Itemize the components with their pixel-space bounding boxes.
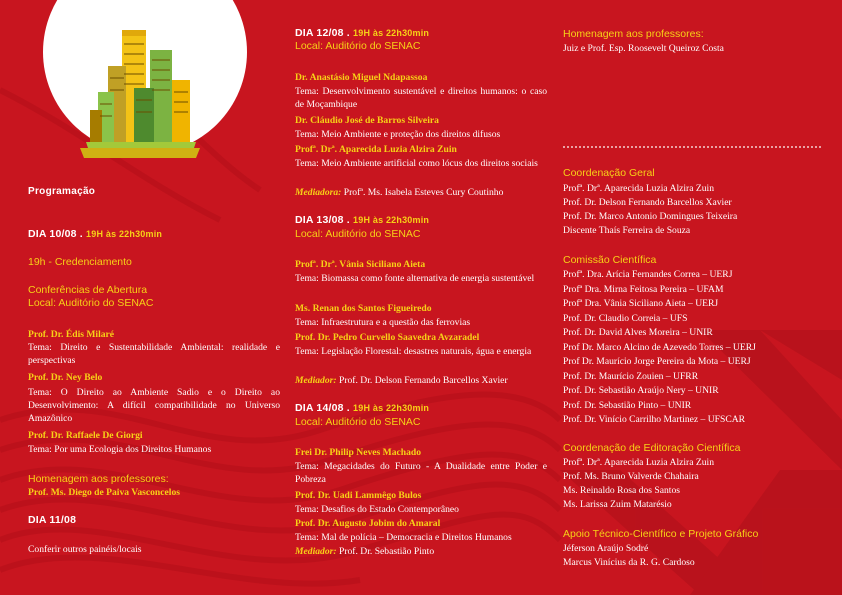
- day-time: 19H às 22h30min: [353, 28, 430, 38]
- local: Local: Auditório do SENAC: [295, 228, 421, 240]
- day-heading: DIA 11/08: [28, 514, 77, 526]
- speaker-name: Prof. Dr. Édis Milaré: [28, 329, 115, 340]
- speaker-name: Profª. Drª. Aparecida Luzia Alzira Zuin: [295, 144, 457, 155]
- coordenacao-list: [563, 182, 737, 238]
- list-item: Profª. Drª. Aparecida Luzia Alzira Zuin: [563, 183, 715, 194]
- speaker-name: Dr. Anastásio Miguel Ndapassoa: [295, 72, 428, 83]
- list-item: Ms. Reinaldo Rosa dos Santos: [563, 485, 680, 496]
- day-time: 19H às 22h30min: [353, 403, 430, 413]
- list-item: Profª Dra. Mirna Feitosa Pereira – UFAM: [563, 283, 724, 295]
- list-item: Prof. Dr. Marco Antonio Domingues Teixeira: [563, 211, 738, 222]
- list-item: Prof. Dr. Claudio Correia – UFS: [563, 312, 688, 324]
- comissao-title: Comissão Científica: [563, 254, 657, 266]
- homenagem-title: Homenagem aos professores:: [28, 473, 169, 485]
- speaker-name: Profª. Drª. Vânia Siciliano Aieta: [295, 259, 426, 270]
- speaker-name: Ms. Renan dos Santos Figueiredo: [295, 303, 432, 314]
- speaker-topic: Tema: Meio Ambiente e proteção dos direitos difusos: [295, 129, 501, 140]
- day-label: DIA 14/08 .: [295, 402, 350, 414]
- speaker-name: Prof. Dr. Raffaele De Giorgi: [28, 430, 143, 441]
- speaker-topic: Tema: Meio Ambiente artificial como lócus dos direitos sociais: [295, 158, 538, 169]
- mediator-label: Mediador:: [295, 375, 337, 386]
- speaker-topic: Tema: Desafios do Estado Contemporâneo: [295, 504, 459, 515]
- speaker-topic: Tema: Megacidades do Futuro - A Dualidade entre Poder e Pobreza: [295, 461, 547, 485]
- credenciamento: 19h - Credenciamento: [28, 256, 132, 268]
- speaker-topic: Tema: Legislação Florestal: desastres naturais, água e energia: [295, 346, 532, 357]
- speaker-topic: Tema: O Direito ao Ambiente Sadio e o Direito ao Desenvolvimento: A difícil compatibilidade no Universo Amazônico: [28, 387, 280, 424]
- list-item: Prof. Dr. Vinício Carrilho Martinez – UFSCAR: [563, 414, 746, 425]
- day-label: DIA 12/08 .: [295, 27, 350, 39]
- editoracao-title: Coordenação de Editoração Científica: [563, 442, 741, 454]
- list-item: Ms. Larissa Zuim Matarésio: [563, 499, 672, 510]
- day-note: Conferir outros painéis/locais: [28, 544, 142, 555]
- coordenacao-geral-title: Coordenação Geral: [563, 167, 655, 179]
- local: Local: Auditório do SENAC: [295, 416, 421, 428]
- speaker-topic: Tema: Desenvolvimento sustentável e direitos humanos: o caso de Moçambique: [295, 86, 547, 110]
- list-item: Profª Dra. Vânia Siciliano Aieta – UERJ: [563, 298, 719, 309]
- speaker-name: Prof. Dr. Augusto Jobim do Amaral: [295, 518, 441, 529]
- conferencias-abertura: Conferências de Abertura: [28, 284, 148, 296]
- list-item: Prof. Dr. Maurício Zouien – UFRR: [563, 370, 699, 382]
- apoio-list: [563, 542, 695, 570]
- list-item: Marcus Vinícius da R. G. Cardoso: [563, 557, 695, 568]
- mediator: [295, 186, 503, 199]
- speaker-topic: Tema: Biomassa como fonte alternativa de energia sustentável: [295, 273, 535, 284]
- local: Local: Auditório do SENAC: [295, 40, 421, 52]
- programacao-heading: Programação: [28, 186, 96, 197]
- mediator-name: Prof. Dr. Sebastião Pinto: [338, 546, 435, 557]
- logo-base-stripes: [80, 148, 200, 158]
- editoracao-list: [563, 456, 714, 512]
- mediator-label: Mediadora:: [295, 187, 342, 198]
- list-item: Prof. Ms. Bruno Valverde Chahaira: [563, 471, 699, 482]
- speaker-topic: Tema: Por uma Ecologia dos Direitos Humanos: [28, 444, 212, 455]
- speaker-name: Dr. Cláudio José de Barros Silveira: [295, 115, 439, 126]
- mediator-label: Mediador:: [295, 546, 337, 557]
- day-time: 19H às 22h30min: [86, 229, 163, 239]
- day-heading: [295, 214, 429, 227]
- homenagem-title: Homenagem aos professores:: [563, 28, 704, 40]
- list-item: Profª. Drª. Aparecida Luzia Alzira Zuin: [563, 457, 715, 468]
- speaker-topic: Tema: Direito e Sustentabilidade Ambiental: realidade e perspectivas: [28, 342, 280, 366]
- speaker-topic: Tema: Mal de polícia – Democracia e Direitos Humanos: [295, 532, 512, 543]
- list-item: Prof Dr. Marco Alcino de Azevedo Torres – UERJ: [563, 341, 756, 353]
- homenagem-name: Juiz e Prof. Esp. Roosevelt Queiroz Costa: [563, 43, 724, 54]
- day-time: 19H às 22h30min: [353, 215, 430, 225]
- day-label: DIA 10/08 .: [28, 228, 83, 240]
- speaker-name: Frei Dr. Philip Neves Machado: [295, 447, 422, 458]
- list-item: Jéferson Araújo Sodré: [563, 543, 649, 554]
- day-label: DIA 13/08 .: [295, 214, 350, 226]
- list-item: Prof. Dr. David Alves Moreira – UNIR: [563, 327, 713, 338]
- mediator: [295, 374, 508, 387]
- building: [134, 88, 154, 148]
- speaker-name: Prof. Dr. Pedro Curvello Saavedra Avzaradel: [295, 332, 480, 343]
- mediator-name: Profª. Ms. Isabela Esteves Cury Coutinho: [343, 187, 504, 198]
- comissao-list: [563, 268, 756, 428]
- list-item: Prof. Dr. Sebastião Araújo Nery – UNIR: [563, 385, 719, 396]
- mediator-name: Prof. Dr. Delson Fernando Barcellos Xavier: [338, 375, 508, 386]
- speaker-name: Prof. Dr. Ney Belo: [28, 372, 103, 383]
- building: [172, 80, 190, 146]
- local: Local: Auditório do SENAC: [28, 297, 154, 309]
- mediator: [295, 545, 434, 558]
- list-item: Prof Dr. Maurício Jorge Pereira da Mota – UERJ: [563, 356, 751, 367]
- list-item: Profª. Dra. Arícia Fernandes Correa – UERJ: [563, 269, 733, 280]
- list-item: Discente Thaís Ferreira de Souza: [563, 225, 691, 236]
- speaker-name: Prof. Dr. Uadi Lammêgo Bulos: [295, 490, 422, 501]
- homenagem-name: Prof. Ms. Diego de Paiva Vasconcelos: [28, 487, 180, 498]
- day-heading: [295, 27, 429, 40]
- list-item: Prof. Dr. Sebastião Pinto – UNIR: [563, 399, 692, 411]
- speaker-topic: Tema: Infraestrutura e a questão das ferrovias: [295, 317, 471, 328]
- day-heading: [28, 228, 162, 241]
- list-item: Prof. Dr. Delson Fernando Barcellos Xavier: [563, 197, 732, 208]
- apoio-title: Apoio Técnico-Científico e Projeto Gráfico: [563, 528, 759, 540]
- dotted-divider: [563, 146, 821, 148]
- day-heading: [295, 402, 429, 415]
